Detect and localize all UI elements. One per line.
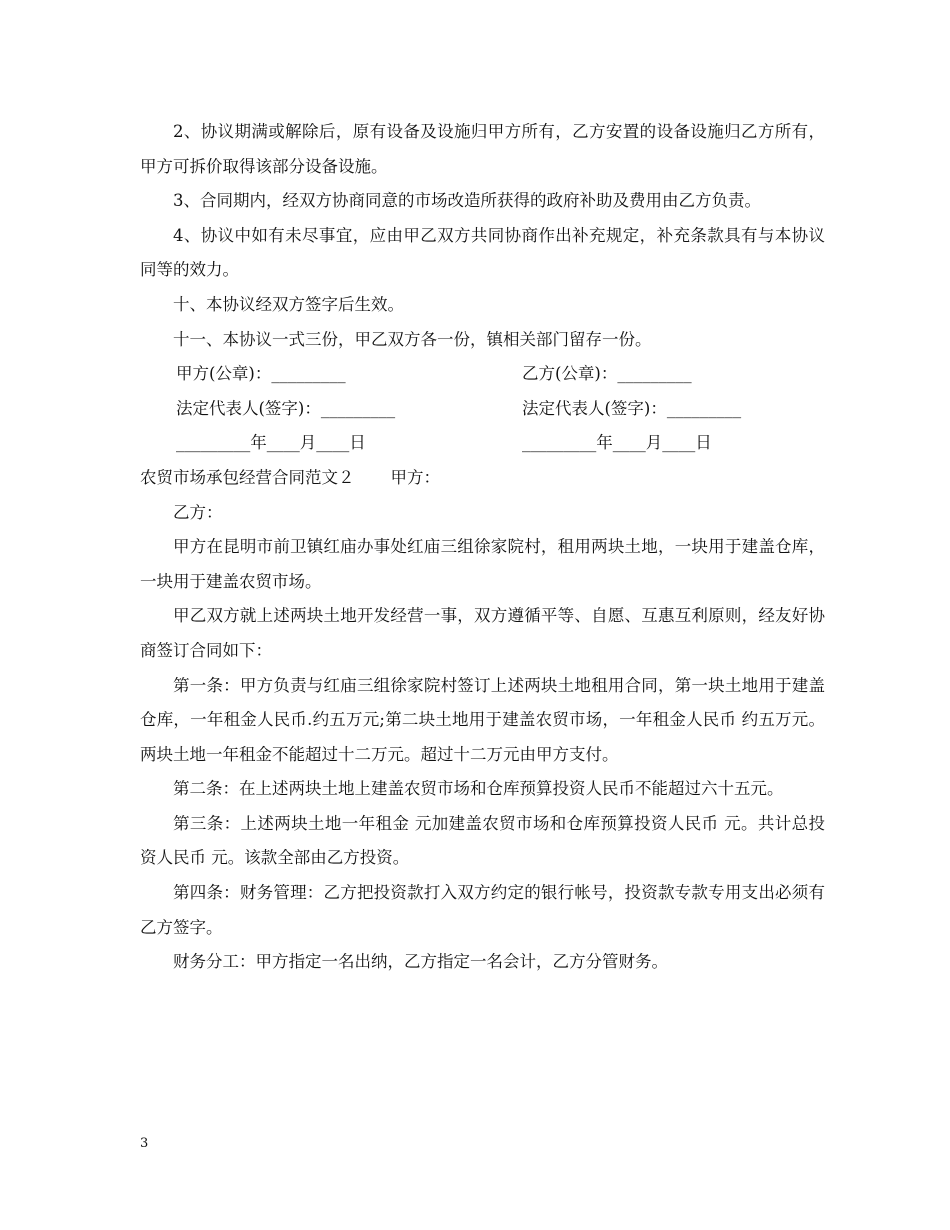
paragraph-land-description: 甲方在昆明市前卫镇红庙办事处红庙三组徐家院村，租用两块土地，一块用于建盖仓库，一块用于建盖农贸市场。 <box>140 537 825 591</box>
signature-seal-row <box>140 357 825 392</box>
document-body <box>140 115 825 980</box>
paragraph-clause-3: 3、合同期内，经双方协商同意的市场改造所获得的政府补助及费用由乙方负责。 <box>173 191 761 211</box>
page-number: 3 <box>140 1136 149 1151</box>
paragraph-article-1: 第一条：甲方负责与红庙三组徐家院村签订上述两块土地租用合同，第一块土地用于建盖仓库，一年租金人民币.约五万元;第二块土地用于建盖农贸市场，一年租金人民币 约五万元。两块土地一年租金不能超过十二万元。超过十二万元由甲方支付。 <box>140 675 825 764</box>
contract-2-party-b: 乙方： <box>173 502 223 522</box>
paragraph-article-4: 第四条：财务管理：乙方把投资款打入双方约定的银行帐号，投资款专款专用支出必须有乙方签字。 <box>140 883 825 937</box>
contract-2-title: 农贸市场承包经营合同范文２ <box>140 467 355 487</box>
signature-representative-row <box>140 392 825 427</box>
paragraph-clause-4: 4、协议中如有未尽事宜，应由甲乙双方共同协商作出补充规定，补充条款具有与本协议同等的效力。 <box>140 225 825 280</box>
party-b-representative-line: 法定代表人(签字)：_________ <box>522 398 742 418</box>
party-a-representative-line: 法定代表人(签字)：_________ <box>176 398 396 418</box>
paragraph-article-3: 第三条：上述两块土地一年租金 元加建盖农贸市场和仓库预算投资人民币 元。共计总投资人民币 元。该款全部由乙方投资。 <box>140 813 825 868</box>
party-a-seal-line: 甲方(公章)：_________ <box>176 364 346 384</box>
party-a-date-line: _________年____月____日 <box>176 433 366 453</box>
paragraph-article-11: 十一、本协议一式三份，甲乙双方各一份，镇相关部门留存一份。 <box>173 329 652 349</box>
signature-date-row <box>140 426 825 461</box>
paragraph-article-10: 十、本协议经双方签字后生效。 <box>173 294 404 314</box>
paragraph-clause-2: 2、协议期满或解除后，原有设备及设施归甲方所有，乙方安置的设备设施归乙方所有，甲方可拆价取得该部分设备设施。 <box>140 122 825 176</box>
contract-2-heading <box>140 461 825 496</box>
party-b-date-line: _________年____月____日 <box>522 433 712 453</box>
contract-2-party-a: 甲方： <box>390 467 440 487</box>
paragraph-finance-division: 财务分工：甲方指定一名出纳，乙方指定一名会计，乙方分管财务。 <box>173 952 668 972</box>
paragraph-principles: 甲乙双方就上述两块土地开发经营一事，双方遵循平等、自愿、互惠互利原则，经友好协商签订合同如下： <box>140 606 825 660</box>
party-b-seal-line: 乙方(公章)：_________ <box>522 364 692 384</box>
paragraph-article-2: 第二条：在上述两块土地上建盖农贸市场和仓库预算投资人民币不能超过六十五元。 <box>173 779 784 799</box>
